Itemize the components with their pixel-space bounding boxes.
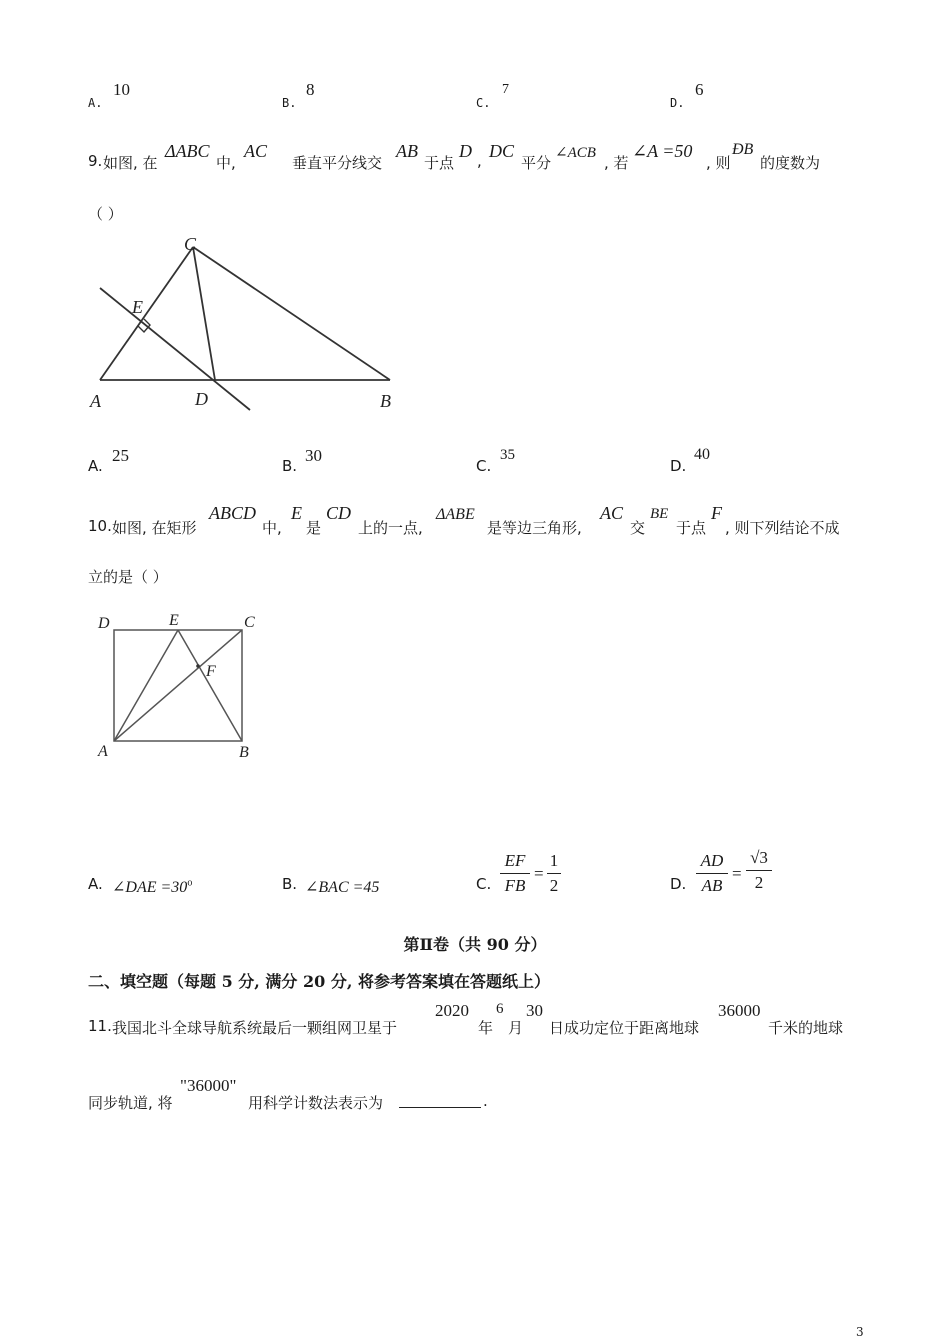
- q10-text-8: , 则下列结论不成: [725, 519, 840, 537]
- q10-option-b-letter: B.: [282, 875, 298, 893]
- q10-option-d-letter: D.: [670, 875, 687, 893]
- q9-label-d: D: [195, 389, 208, 409]
- q10-text-4: 上的一点,: [358, 519, 423, 537]
- q10-option-c-denominator: FB: [504, 876, 526, 895]
- q10-math-ac: AC: [600, 503, 624, 523]
- q9-text-5: ,: [477, 152, 482, 170]
- q10-text-6: 交: [630, 519, 646, 537]
- q8-option-d-letter: D.: [670, 96, 685, 110]
- section-title: 第Ⅱ卷（共 90 分）: [403, 935, 547, 954]
- q10-option-d-denominator: AB: [701, 876, 723, 895]
- q10-label-e: E: [169, 612, 179, 629]
- q10-rectangle-figure: [90, 605, 270, 765]
- q10-option-d-rhs-bar: [746, 870, 772, 871]
- q9-option-b-value: 30: [305, 446, 322, 465]
- q9-option-c-value: 35: [500, 447, 515, 463]
- q10-text-7: 于点: [676, 519, 707, 537]
- q11-text-1: 我国北斗全球导航系统最后一颗组网卫星于: [112, 1019, 398, 1037]
- q10-text-1: 如图, 在矩形: [112, 519, 197, 537]
- q10-math-be: BE: [650, 506, 669, 522]
- q11-math-day: 30: [526, 1001, 543, 1020]
- q10-option-c-rhs-bar: [547, 873, 561, 874]
- q8-option-d-value: 6: [695, 80, 704, 99]
- q9-text-9: 的度数为: [760, 154, 821, 172]
- q11-math-distance: 36000: [718, 1001, 761, 1020]
- q11-line2-end: .: [483, 1092, 488, 1110]
- q11-number: 11.: [88, 1017, 112, 1035]
- q11-text-5: 千米的地球: [768, 1019, 844, 1037]
- q10-math-abe: ΔABE: [436, 506, 475, 523]
- q10-label-b: B: [239, 744, 249, 761]
- q9-option-b-letter: B.: [282, 457, 298, 475]
- q9-math-angle-acb: ∠ACB: [555, 145, 596, 161]
- q11-answer-blank[interactable]: [399, 1093, 481, 1108]
- q10-option-c-rhs-numerator: 1: [549, 851, 559, 870]
- q9-math-angle-b: ÐB: [732, 141, 754, 158]
- q9-option-a-value: 25: [112, 446, 129, 465]
- q10-text-line2: 立的是（ ）: [88, 568, 168, 586]
- q9-answer-paren: （ ）: [88, 205, 123, 223]
- q9-text-4: 于点: [424, 154, 455, 172]
- q10-label-f: F: [206, 663, 216, 680]
- q10-option-b-expr: ∠BAC =45: [305, 879, 380, 896]
- q9-label-b: B: [380, 391, 391, 411]
- q10-option-c-equals: =: [534, 864, 544, 883]
- q11-line2-math: "36000": [180, 1076, 237, 1095]
- q9-number: 9.: [88, 152, 103, 170]
- q11-line2-text-2: 用科学计数法表示为: [248, 1094, 384, 1112]
- q10-label-a: A: [98, 743, 108, 760]
- q10-option-d-fraction-right: [746, 848, 772, 893]
- q9-triangle-figure: [80, 230, 410, 415]
- q8-option-a-value: 10: [113, 80, 130, 99]
- q10-math-e: E: [291, 503, 302, 523]
- q9-math-d: D: [459, 141, 472, 161]
- q8-option-a-letter: A.: [88, 96, 103, 110]
- page-number: 3: [856, 1325, 864, 1339]
- q10-option-d-rhs-denominator: 2: [754, 873, 764, 892]
- q9-option-a-letter: A.: [88, 457, 103, 475]
- q10-option-d-rhs-numerator: √3: [750, 848, 768, 867]
- q11-text-2: 年: [478, 1019, 494, 1037]
- q9-label-a: A: [90, 391, 101, 411]
- q10-option-c-rhs-denominator: 2: [549, 876, 559, 895]
- q11-text-3: 月: [508, 1019, 524, 1037]
- q10-label-d: D: [98, 615, 110, 632]
- q10-number: 10.: [88, 517, 112, 535]
- q10-text-2: 中,: [262, 519, 282, 537]
- q9-math-dc: DC: [489, 141, 515, 161]
- section-heading: 二、填空题（每题 5 分, 满分 20 分, 将参考答案填在答题纸上）: [88, 972, 550, 991]
- q10-text-5: 是等边三角形,: [487, 519, 582, 537]
- q10-option-a-expr: [112, 877, 192, 897]
- q8-option-b-value: 8: [306, 80, 315, 99]
- q9-text-6: 平分: [521, 154, 552, 172]
- q10-option-d-numerator: AD: [700, 851, 724, 870]
- q10-math-f: F: [711, 503, 722, 523]
- q10-option-c-numerator: EF: [504, 851, 526, 870]
- q9-segment-cd: [193, 247, 215, 380]
- q10-option-d-equals: =: [732, 864, 742, 883]
- q8-option-c-letter: C.: [476, 96, 491, 110]
- q9-segment-cb: [193, 247, 390, 380]
- q11-math-month: 6: [496, 1001, 504, 1017]
- q9-label-c: C: [184, 234, 197, 254]
- q9-text-8: , 则: [706, 154, 731, 172]
- q9-text-7: , 若: [604, 154, 629, 172]
- q11-text-4: 日成功定位于距离地球: [549, 1019, 700, 1037]
- q10-option-d-fraction-bar: [696, 873, 728, 874]
- q9-text-1: 如图, 在: [103, 154, 158, 172]
- q9-segment-ac: [100, 247, 193, 380]
- q9-text-3: 垂直平分线交: [292, 154, 383, 172]
- q9-label-e: E: [132, 297, 143, 317]
- q10-option-a-text: ∠DAE =30: [112, 879, 188, 896]
- q9-math-angle-a: ∠A =50: [632, 141, 693, 161]
- q10-option-c-fraction-bar: [500, 873, 530, 874]
- q11-math-year: 2020: [435, 1001, 469, 1020]
- q10-segment-eb: [178, 630, 242, 741]
- q9-math-abc: ΔABC: [165, 141, 210, 161]
- q9-math-ab: AB: [396, 141, 418, 161]
- q10-segment-ae: [114, 630, 178, 741]
- q10-math-abcd: ABCD: [209, 503, 256, 523]
- q9-math-ac: AC: [244, 141, 268, 161]
- q11-line2-text-1: 同步轨道, 将: [88, 1094, 173, 1112]
- q10-option-c-letter: C.: [476, 875, 492, 893]
- q9-option-c-letter: C.: [476, 457, 492, 475]
- q10-option-c-fraction-left: [500, 851, 530, 896]
- q10-option-a-letter: A.: [88, 875, 103, 893]
- q10-math-cd: CD: [326, 503, 352, 523]
- q9-option-d-value: 40: [694, 446, 710, 463]
- q10-option-c-fraction-right: [547, 851, 561, 896]
- q9-option-d-letter: D.: [670, 457, 687, 475]
- q10-text-3: 是: [306, 519, 322, 537]
- q10-point-f: [196, 664, 200, 668]
- q8-option-b-letter: B.: [282, 96, 297, 110]
- q9-text-2: 中,: [216, 154, 236, 172]
- q10-label-c: C: [244, 614, 255, 631]
- q8-option-c-value: 7: [502, 82, 509, 97]
- q10-segment-ac: [114, 630, 242, 741]
- q10-option-a-degree: o: [187, 877, 193, 889]
- q10-option-d-fraction-left: [696, 851, 728, 896]
